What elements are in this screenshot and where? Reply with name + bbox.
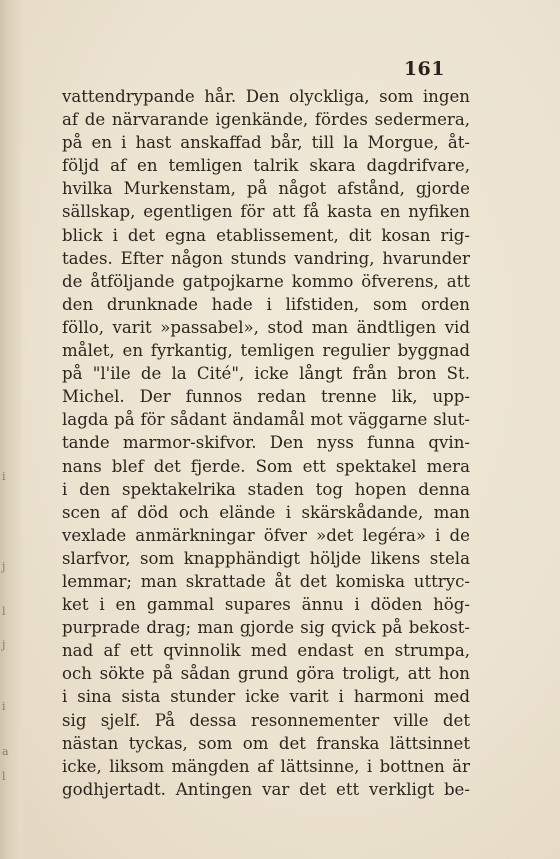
text-line: scen af död och elände i skärskådande, man — [62, 502, 470, 522]
text-line: icke, liksom mängden af lättsinne, i bottnen är — [62, 756, 470, 776]
text-line: i sina sista stunder icke varit i harmoni med — [62, 687, 470, 707]
text-line: i den spektakelrika staden tog hopen denna — [62, 479, 470, 499]
text-line: lemmar; man skrattade åt det komiska uttryc- — [62, 571, 470, 591]
text-line: målet, en fyrkantig, temligen regulier byggnad — [62, 341, 470, 361]
spine-mark: i — [2, 470, 6, 483]
text-line: nad af ett qvinnolik med endast en strumpa, — [62, 641, 470, 661]
text-line: Michel. Der funnos redan trenne lik, upp- — [62, 387, 470, 407]
text-line: och sökte på sådan grund göra troligt, att hon — [62, 664, 470, 684]
text-line: de åtföljande gatpojkarne kommo öfverens, att — [62, 271, 470, 291]
text-line: följd af en temligen talrik skara dagdrifvare, — [62, 156, 470, 176]
text-line: vattendrypande hår. Den olyckliga, som ingen — [62, 87, 470, 106]
text-line: slarfvor, som knapphändigt höljde likens stela — [62, 548, 470, 568]
spine-mark: l — [2, 770, 6, 783]
text-line: på "l'ile de la Cité", icke långt från bron St. — [62, 364, 470, 384]
spine-mark: i — [2, 700, 6, 713]
text-line: godhjertadt. Antingen var det ett verkligt be- — [62, 779, 470, 799]
text-line: sällskap, egentligen för att få kasta en nyfiken — [62, 202, 470, 222]
text-line: den drunknade hade i lifstiden, som orden — [62, 294, 470, 314]
bleed-through-marks — [2, 0, 12, 859]
spine-mark: j — [2, 638, 6, 651]
text-line: lagda på för sådant ändamål mot väggarne slut- — [62, 410, 470, 430]
body-text — [62, 85, 470, 801]
text-line: nästan tyckas, som om det franska lättsinnet — [62, 733, 470, 753]
text-line: föllo, varit »passabel», stod man ändtligen vid — [62, 317, 470, 337]
text-line: tades. Efter någon stunds vandring, hvarunder — [62, 248, 470, 268]
spine-mark: j — [2, 560, 6, 573]
spine-mark: l — [2, 605, 6, 618]
text-line: ket i en gammal supares ännu i döden hög- — [62, 595, 470, 615]
text-line: sig sjelf. På dessa resonnementer ville det — [62, 710, 470, 730]
text-line: hvilka Murkenstam, på något afstånd, gjorde — [62, 179, 470, 199]
text-line: blick i det egna etablissement, dit kosan rig- — [62, 225, 470, 245]
text-line: på en i hast anskaffad bår, till la Morgue, åt- — [62, 133, 470, 153]
text-line: purprade drag; man gjorde sig qvick på bekost- — [62, 618, 470, 638]
spine-mark: a — [2, 745, 9, 758]
page-number: 161 — [403, 58, 445, 80]
text-line: tande marmor-skifvor. Den nyss funna qvin- — [62, 433, 470, 453]
text-line: vexlade anmärkningar öfver »det legéra» i de — [62, 525, 470, 545]
text-line: nans blef det fjerde. Som ett spektakel mera — [62, 456, 470, 476]
text-line: af de närvarande igenkände, fördes sedermera, — [62, 110, 470, 130]
